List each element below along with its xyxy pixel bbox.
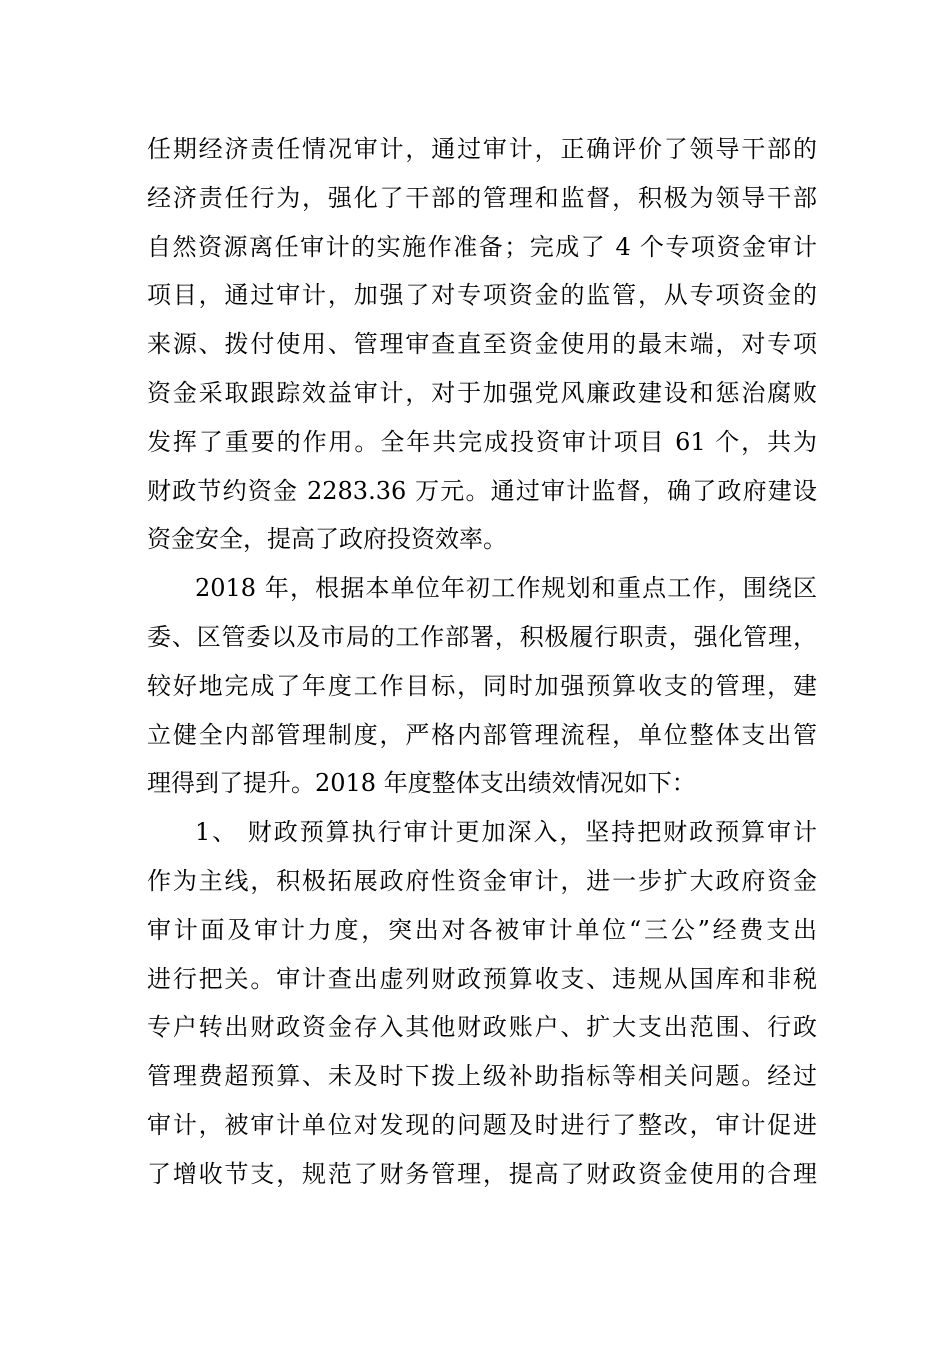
- text-line: 委、区管委以及市局的工作部署，积极履行职责，强化管理，: [147, 622, 817, 651]
- text-line: 1、 财政预算执行审计更加深入，坚持把财政预算审计: [195, 818, 817, 847]
- text-line: 进行把关。审计查出虚列财政预算收支、违规从国库和非税: [147, 964, 817, 993]
- text-line: 立健全内部管理制度，严格内部管理流程，单位整体支出管: [147, 720, 817, 749]
- text-line: 较好地完成了年度工作目标，同时加强预算收支的管理，建: [147, 671, 817, 700]
- text-line: 来源、拨付使用、管理审查直至资金使用的最末端，对专项: [147, 330, 817, 359]
- text-line: 项目，通过审计，加强了对专项资金的监管，从专项资金的: [147, 281, 817, 310]
- text-line: 管理费超预算、未及时下拨上级补助指标等相关问题。经过: [147, 1062, 817, 1091]
- body-text: [147, 125, 817, 1199]
- text-line: 资金安全，提高了政府投资效率。: [147, 525, 507, 554]
- text-line: 资金采取跟踪效益审计，对于加强党风廉政建设和惩治腐败: [147, 378, 817, 407]
- text-line: 审计面及审计力度，突出对各被审计单位“三公”经费支出: [147, 915, 817, 944]
- text-line: 自然资源离任审计的实施作准备；完成了 4 个专项资金审计: [147, 232, 817, 261]
- text-line: 发挥了重要的作用。全年共完成投资审计项目 61 个，共为: [147, 427, 817, 456]
- text-line: 了增收节支，规范了财务管理，提高了财政资金使用的合理: [147, 1159, 817, 1188]
- text-line: 财政节约资金 2283.36 万元。通过审计监督，确了政府建设: [147, 476, 817, 505]
- text-line: 2018 年，根据本单位年初工作规划和重点工作，围绕区: [195, 574, 817, 603]
- text-line: 理得到了提升。2018 年度整体支出绩效情况如下：: [147, 769, 696, 798]
- text-line: 作为主线，积极拓展政府性资金审计，进一步扩大政府资金: [147, 866, 817, 895]
- text-line: 审计，被审计单位对发现的问题及时进行了整改，审计促进: [147, 1110, 817, 1139]
- text-line: 经济责任行为，强化了干部的管理和监督，积极为领导干部: [147, 183, 817, 212]
- text-line: 任期经济责任情况审计，通过审计，正确评价了领导干部的: [147, 135, 817, 163]
- text-line: 专户转出财政资金存入其他财政账户、扩大支出范围、行政: [147, 1013, 817, 1042]
